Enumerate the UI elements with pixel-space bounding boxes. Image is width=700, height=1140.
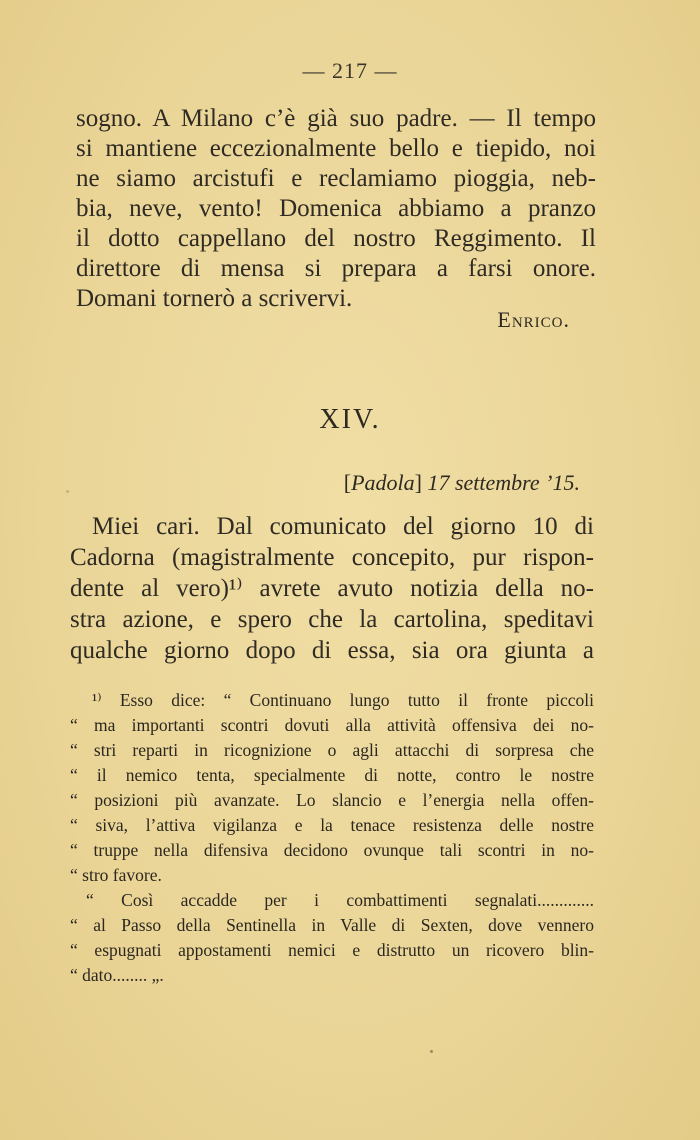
text-line: qualche giorno dopo di essa, sia ora giunta a: [70, 637, 594, 664]
text-line: si mantiene eccezionalmente bello e tiepido, noi: [76, 135, 596, 162]
paper-speck: [430, 1050, 433, 1053]
text-line: bia, neve, vento! Domenica abbiamo a pranzo: [76, 195, 596, 222]
text-line: Domani tornerò a scrivervi.: [76, 285, 353, 312]
footnote-line: “ posizioni più avanzate. Lo slancio e l’energia nella offen-: [70, 790, 594, 810]
chapter-number: XIV.: [319, 404, 381, 435]
text-line: dente al vero)¹⁾ avrete avuto notizia della no-: [70, 575, 594, 602]
text-line: Miei cari. Dal comunicato del giorno 10 di: [92, 513, 594, 540]
text-line: direttore di mensa si prepara a farsi onore.: [76, 255, 596, 282]
footnote-line: “ stri reparti in ricognizione o agli attacchi di sorpresa che: [70, 740, 594, 760]
footnote-line: “ il nemico tenta, specialmente di notte, contro le nostre: [70, 765, 594, 785]
dateline-place: Padola: [351, 470, 415, 495]
text-line: stra azione, e spero che la cartolina, speditavi: [70, 606, 594, 633]
footnote-line: “ espugnati appostamenti nemici e distrutto un ricovero blin-: [70, 940, 594, 960]
text-line: sogno. A Milano c’è già suo padre. — Il tempo: [76, 105, 596, 132]
footnote-line: “ dato........ „.: [70, 965, 164, 985]
page-number-header: — 217 —: [302, 58, 398, 83]
paper-speck: [66, 490, 69, 493]
footnote-line: “ truppe nella difensiva decidono ovunque tali scontri in no-: [70, 840, 594, 860]
footnote-line: “ ma importanti scontri dovuti alla attività offensiva dei no-: [70, 715, 594, 735]
letter-signature: Enrico.: [497, 307, 570, 332]
letter-dateline: [Padola] 17 settembre ’15.: [343, 470, 580, 495]
footnote-line: “ stro favore.: [70, 865, 162, 885]
text-line: ne siamo arcistufi e reclamiamo pioggia, neb-: [76, 165, 596, 192]
footnote-line: ¹⁾ Esso dice: “ Continuano lungo tutto il fronte piccoli: [92, 690, 594, 710]
text-line: Cadorna (magistralmente concepito, pur rispon-: [70, 544, 594, 571]
footnote-line: “ Così accadde per i combattimenti segnalati.............: [86, 890, 594, 910]
text-line: il dotto cappellano del nostro Reggimento. Il: [76, 225, 596, 252]
footnote-line: “ siva, l’attiva vigilanza e la tenace resistenza delle nostre: [70, 815, 594, 835]
footnote-line: “ al Passo della Sentinella in Valle di Sexten, dove vennero: [70, 915, 594, 935]
